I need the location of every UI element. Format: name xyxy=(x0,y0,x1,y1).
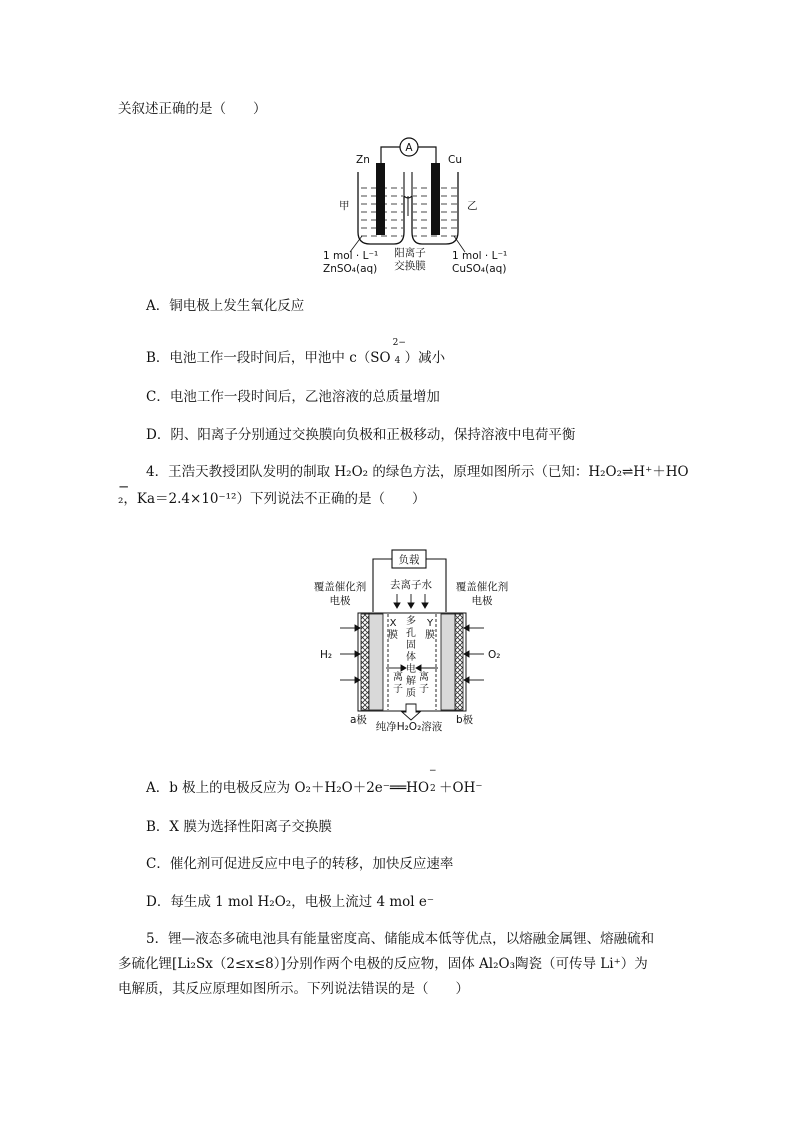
q5-stem-line-1: 5．锂—液态多硫电池具有能量密度高、储能成本低等优点，以熔融金属锂、熔融硫和 xyxy=(146,931,655,947)
load-label: 负载 xyxy=(398,554,420,566)
svg-text:固: 固 xyxy=(406,640,416,651)
cu-electrode xyxy=(431,163,440,235)
water-label: 去离子水 xyxy=(390,579,432,591)
svg-text:离: 离 xyxy=(393,672,403,683)
q3-option-a: A．铜电极上发生氧化反应 xyxy=(146,298,305,314)
q4-figure-h2o2-cell xyxy=(0,540,794,740)
a-catalyst-layer xyxy=(361,614,369,710)
q3-option-b: B．电池工作一段时间后，甲池中 c（SO 2− 4 ）减小 xyxy=(146,338,446,366)
zn-label: Zn xyxy=(356,154,370,166)
cu-label: Cu xyxy=(448,154,462,166)
q5-stem-line-3: 电解质，其反应原理如图所示。下列说法错误的是（ ） xyxy=(118,981,469,997)
product-label: 纯净H₂O₂溶液 xyxy=(375,721,443,733)
cell-yi-label: 乙 xyxy=(467,200,478,212)
left-catalyst-label-1: 覆盖催化剂 xyxy=(313,581,367,593)
svg-text:子: 子 xyxy=(419,684,429,695)
q3-option-c: C．电池工作一段时间后，乙池溶液的总质量增加 xyxy=(146,389,440,405)
right-ion-label xyxy=(419,670,429,695)
q3-figure-galvanic-cell xyxy=(0,130,794,430)
svg-text:子: 子 xyxy=(393,684,403,695)
a-pole-label: a极 xyxy=(350,714,367,726)
b-electrode xyxy=(441,614,455,710)
svg-text:X: X xyxy=(389,618,397,629)
a-electrode xyxy=(369,614,383,710)
svg-text:体: 体 xyxy=(406,652,416,663)
o2-label: O₂ xyxy=(488,649,501,661)
svg-text:孔: 孔 xyxy=(406,628,416,639)
q4-stem-line-1: 4．王浩天教授团队发明的制取 H₂O₂ 的绿色方法，原理如图所示（已知：H₂O₂⇌H⁺＋HO xyxy=(146,464,689,480)
q3-option-d: D．阴、阳离子分别通过交换膜向负极和正极移动，保持溶液中电荷平衡 xyxy=(146,427,576,443)
q4-option-b: B．X 膜为选择性阳离子交换膜 xyxy=(146,819,332,835)
electrolyte-label xyxy=(406,615,416,699)
membrane-label-2: 交换膜 xyxy=(394,260,426,272)
left-ion-label xyxy=(393,670,403,695)
left-solution-conc: 1 mol · L⁻¹ xyxy=(323,250,379,262)
q5-stem-line-2: 多硫化锂[Li₂Sx（2≤x≤8）]分别作两个电极的反应物，固体 Al₂O₃陶瓷（可传导 Li⁺）为 xyxy=(118,956,648,972)
q4-option-c: C．催化剂可促进反应中电子的转移，加快反应速率 xyxy=(146,856,454,872)
b-catalyst-layer xyxy=(455,614,463,710)
svg-text:多: 多 xyxy=(406,616,416,627)
svg-text:膜: 膜 xyxy=(388,630,398,641)
right-catalyst-label-2: 电极 xyxy=(471,595,493,607)
q4-option-d: D．每生成 1 mol H₂O₂，电极上流过 4 mol e⁻ xyxy=(146,894,435,910)
q4-option-a: A．b 极上的电极反应为 O₂＋H₂O＋2e⁻══HO − 2 ＋OH⁻ xyxy=(146,766,483,796)
svg-text:离: 离 xyxy=(419,672,429,683)
svg-text:解: 解 xyxy=(406,676,416,687)
h2-label: H₂ xyxy=(320,649,333,661)
svg-text:膜: 膜 xyxy=(425,630,435,641)
zn-electrode xyxy=(376,163,385,235)
left-solution-name: ZnSO₄(aq) xyxy=(323,263,378,275)
svg-text:质: 质 xyxy=(406,688,416,699)
ammeter-label: A xyxy=(405,142,413,154)
cell-jia-label: 甲 xyxy=(339,200,350,212)
b-pole-label: b极 xyxy=(456,714,474,726)
svg-text:Y: Y xyxy=(426,618,434,629)
svg-text:电: 电 xyxy=(406,664,416,675)
right-solution-name: CuSO₄(aq) xyxy=(452,263,507,275)
right-solution-conc: 1 mol · L⁻¹ xyxy=(452,250,508,262)
q3-stem-tail: 关叙述正确的是（ ） xyxy=(118,101,267,117)
left-catalyst-label-2: 电极 xyxy=(329,595,351,607)
q4-stem-line-2: − ₂，Ka＝2.4×10⁻¹²）下列说法不正确的是（ ） xyxy=(118,479,426,507)
right-catalyst-label-1: 覆盖催化剂 xyxy=(455,581,509,593)
membrane-label-1: 阳离子 xyxy=(394,247,426,259)
